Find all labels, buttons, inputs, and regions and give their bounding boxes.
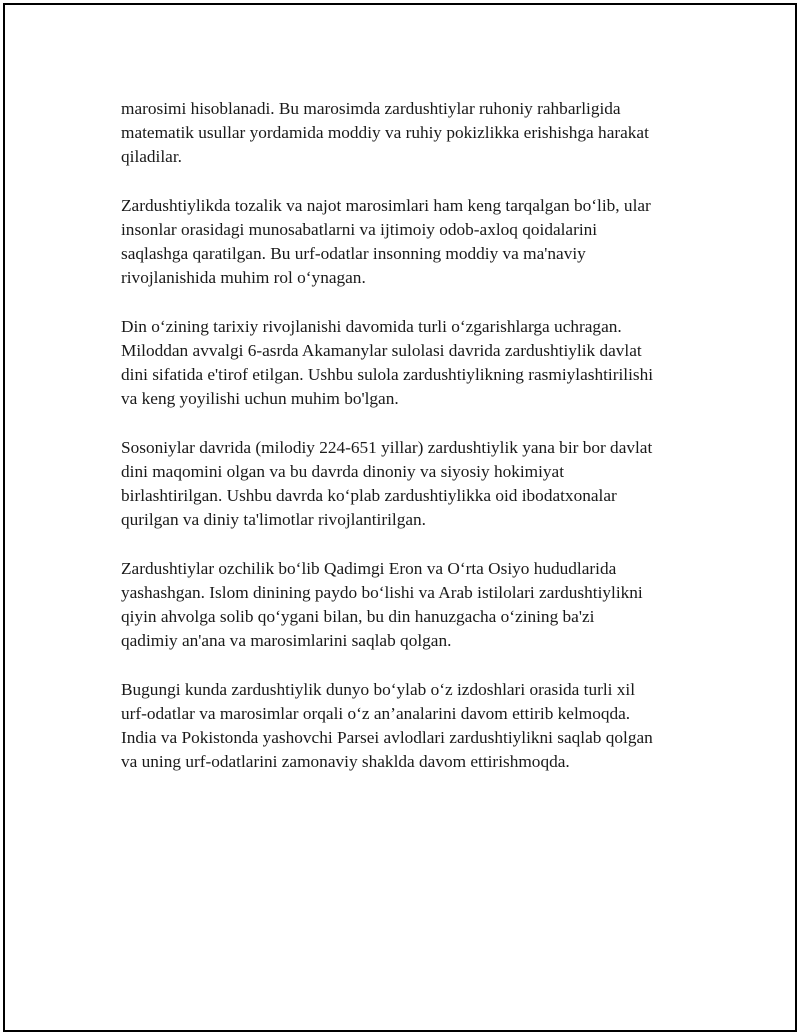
text-line: insonlar orasidagi munosabatlarni va ijtimoiy odob-axloq qoidalarini xyxy=(121,220,598,239)
paragraph-1 xyxy=(121,97,701,170)
text-body xyxy=(121,97,701,799)
text-line: Miloddan avvalgi 6-asrda Akamanylar sulolasi davrida zardushtiylik davlat xyxy=(121,341,642,360)
text-line: qiladilar. xyxy=(121,147,182,167)
paragraph-6 xyxy=(121,678,701,775)
text-line: Sosoniylar davrida (milodiy 224-651 yillar) zardushtiylik yana bir bor davlat xyxy=(121,437,653,457)
text-line: Bugungi kunda zardushtiylik dunyo bo‘ylab o‘z izdoshlari orasida turli xil xyxy=(121,679,636,699)
page-frame xyxy=(3,3,797,1032)
paragraph-5 xyxy=(121,557,701,654)
text-line: rivojlanishida muhim rol o‘ynagan. xyxy=(121,268,366,288)
text-line: qadimiy an'ana va marosimlarini saqlab qolgan. xyxy=(121,631,452,651)
text-line: va uning urf-odatlarini zamonaviy shaklda davom ettirishmoqda. xyxy=(121,752,570,772)
text-line: marosimi hisoblanadi. Bu marosimda zardushtiylar ruhoniy rahbarligida xyxy=(121,99,621,118)
text-line: Din o‘zining tarixiy rivojlanishi davomida turli o‘zgarishlarga uchragan. xyxy=(121,316,622,336)
paragraph-2 xyxy=(121,194,701,291)
text-line: Zardushtiylikda tozalik va najot marosimlari ham keng tarqalgan bo‘lib, ular xyxy=(121,195,651,215)
text-line: Zardushtiylar ozchilik bo‘lib Qadimgi Eron va O‘rta Osiyo hududlarida xyxy=(121,558,617,578)
text-line: dini sifatida e'tirof etilgan. Ushbu sulola zardushtiylikning rasmiylashtirilishi xyxy=(121,365,654,385)
text-line: va keng yoyilishi uchun muhim bo'lgan. xyxy=(121,389,399,409)
text-line: yashashgan. Islom dinining paydo bo‘lishi va Arab istilolari zardushtiylikni xyxy=(121,583,643,602)
paragraph-4 xyxy=(121,436,701,533)
text-line: qiyin ahvolga solib qo‘ygani bilan, bu din hanuzgacha o‘zining ba'zi xyxy=(121,607,595,627)
text-line: saqlashga qaratilgan. Bu urf-odatlar insonning moddiy va ma'naviy xyxy=(121,244,586,264)
text-line: urf-odatlar va marosimlar orqali o‘z an’analarini davom ettirib kelmoqda. xyxy=(121,704,631,723)
paragraph-3 xyxy=(121,315,701,412)
text-line: dini maqomini olgan va bu davrda dinoniy va siyosiy hokimiyat xyxy=(121,462,565,481)
text-line: matematik usullar yordamida moddiy va ruhiy pokizlikka erishishga harakat xyxy=(121,123,649,143)
text-line: birlashtirilgan. Ushbu davrda ko‘plab zardushtiylikka oid ibodatxonalar xyxy=(121,486,617,506)
text-line: qurilgan va diniy ta'limotlar rivojlantirilgan. xyxy=(121,510,426,530)
text-line: India va Pokistonda yashovchi Parsei avlodlari zardushtiylikni saqlab qolgan xyxy=(121,728,653,748)
